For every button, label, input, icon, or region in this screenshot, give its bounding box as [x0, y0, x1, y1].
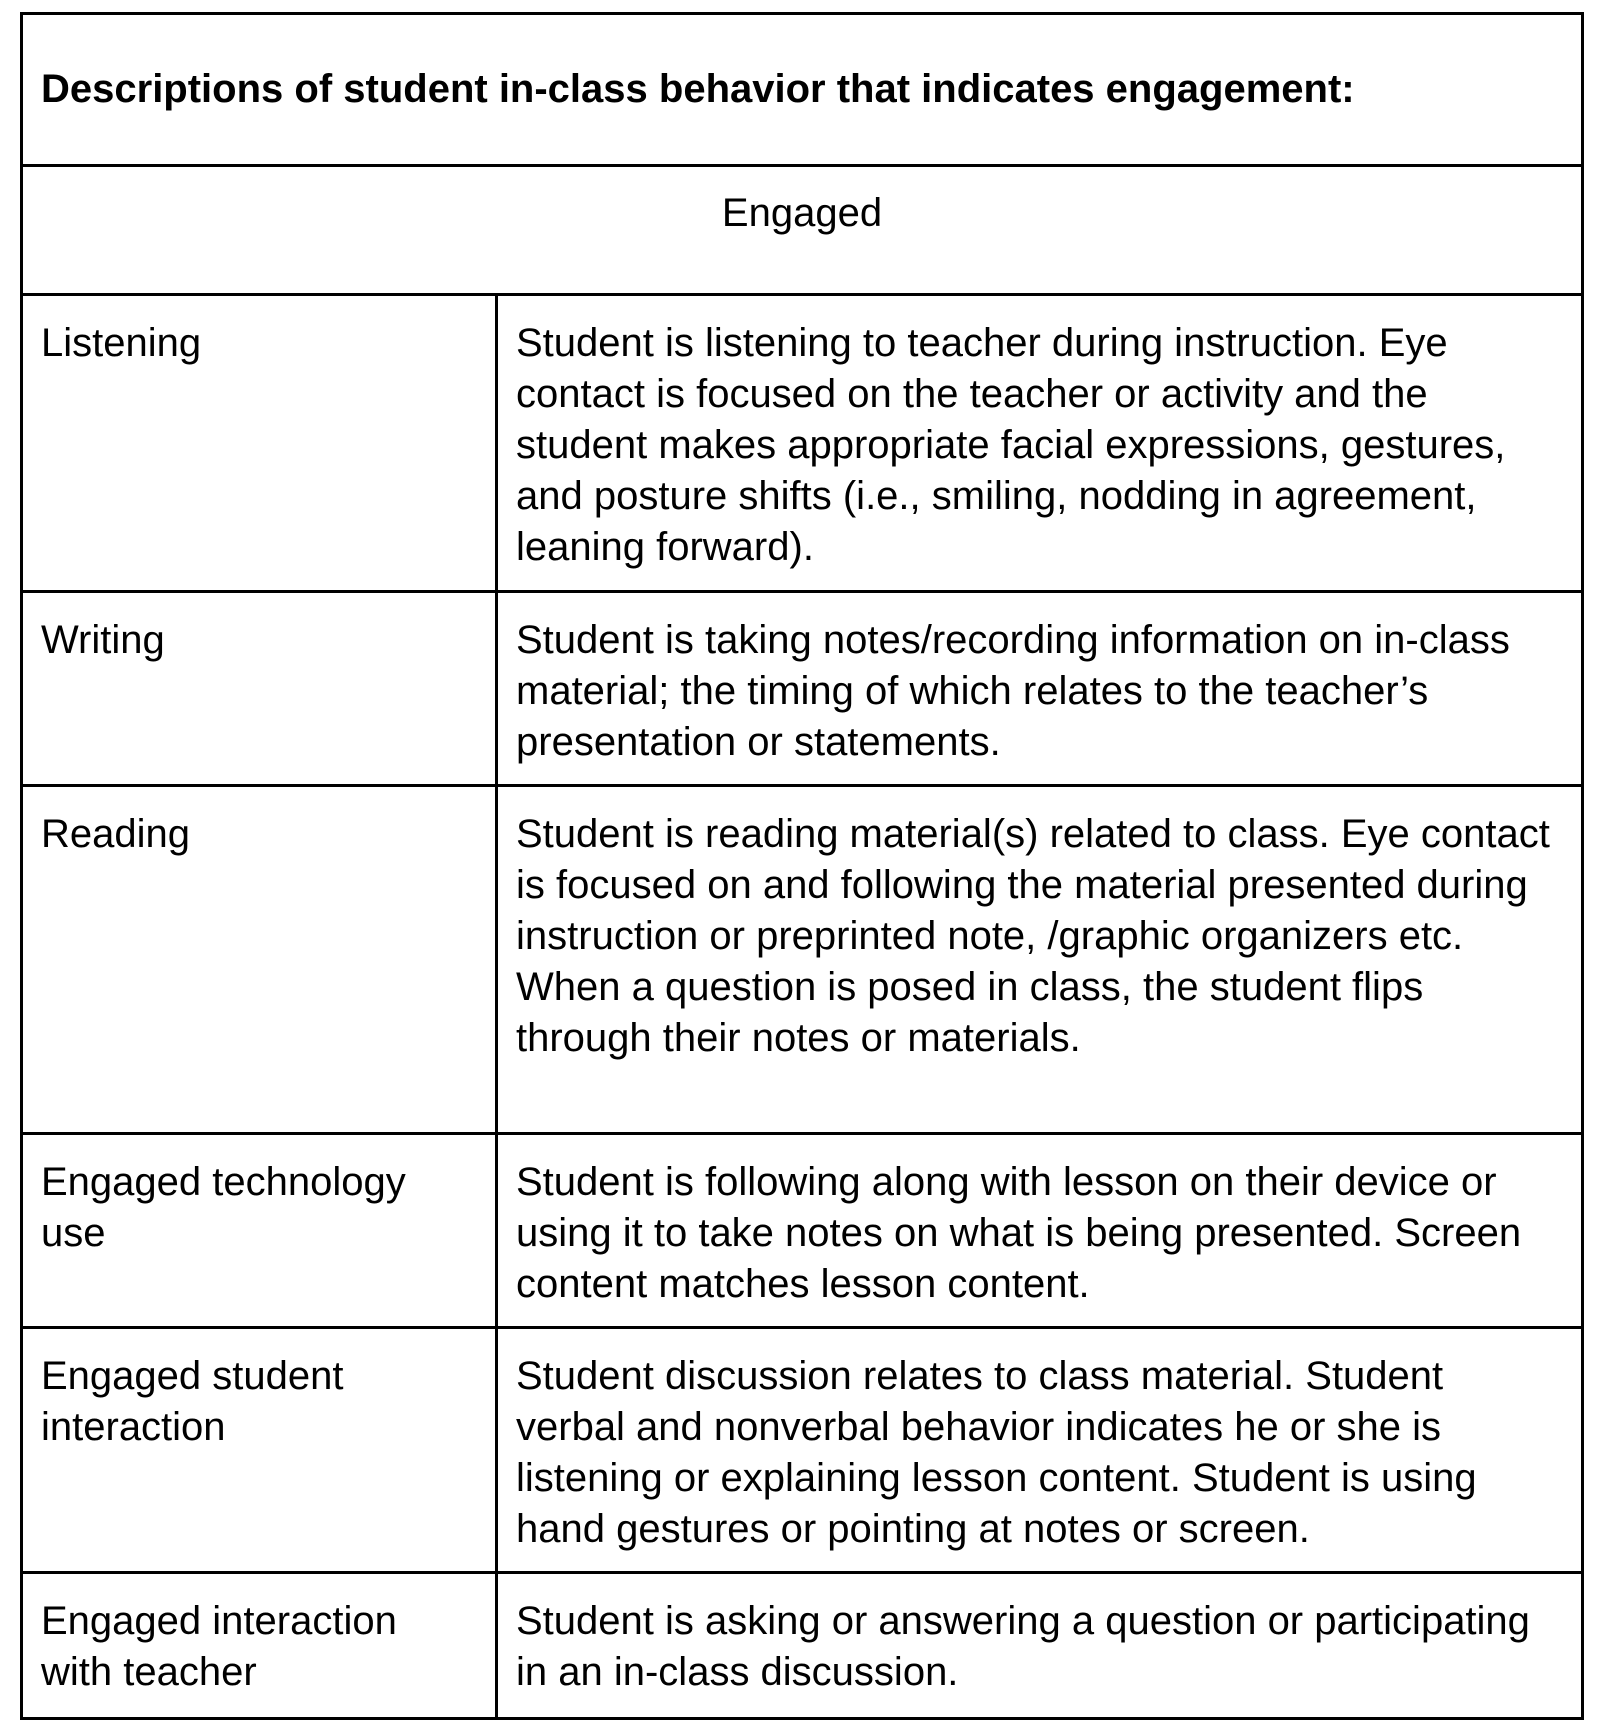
- description-cell: Student is taking notes/recording information on in-class material; the timing of which relates to the teacher’s presentation or statements.: [497, 592, 1583, 786]
- description-cell: Student is reading material(s) related to class. Eye contact is focused on and following the material presented during instruction or preprinted note, /graphic organizers etc. When a question is posed in class, the student flips through their notes or materials.: [497, 786, 1583, 1134]
- description-cell: Student is asking or answering a question or participating in an in-class discussion.: [497, 1573, 1583, 1719]
- table-title-cell: [22, 14, 1583, 166]
- description-cell: Student is listening to teacher during instruction. Eye contact is focused on the teacher or activity and the student makes appropriate facial expressions, gestures, and posture shifts (i.e., smiling, nodding in agreement, leaning forward).: [497, 295, 1583, 592]
- table-header-row: [22, 165, 1583, 295]
- behavior-cell: Engaged interaction with teacher: [22, 1573, 497, 1719]
- description-cell: Student is following along with lesson on their device or using it to take notes on what is being presented. Screen content matches lesson content.: [497, 1133, 1583, 1327]
- table-row: [22, 786, 1583, 1134]
- behavior-cell: Engaged technology use: [22, 1133, 497, 1327]
- behavior-cell: Engaged student interaction: [22, 1327, 497, 1572]
- table-row: [22, 592, 1583, 786]
- behavior-cell: Listening: [22, 295, 497, 592]
- engagement-behavior-table: [20, 12, 1584, 1720]
- table-title-row: [22, 14, 1583, 166]
- table-row: [22, 1573, 1583, 1719]
- table-row: [22, 1133, 1583, 1327]
- table-row: [22, 1327, 1583, 1572]
- table-header-cell: [22, 165, 1583, 295]
- description-cell: Student discussion relates to class material. Student verbal and nonverbal behavior indicates he or she is listening or explaining lesson content. Student is using hand gestures or pointing at notes or screen.: [497, 1327, 1583, 1572]
- behavior-cell: Writing: [22, 592, 497, 786]
- table-row: [22, 295, 1583, 592]
- behavior-cell: Reading: [22, 786, 497, 1134]
- table-header-engaged: Engaged: [721, 190, 883, 235]
- table-title: Descriptions of student in-class behavior that indicates engagement:: [41, 66, 1355, 111]
